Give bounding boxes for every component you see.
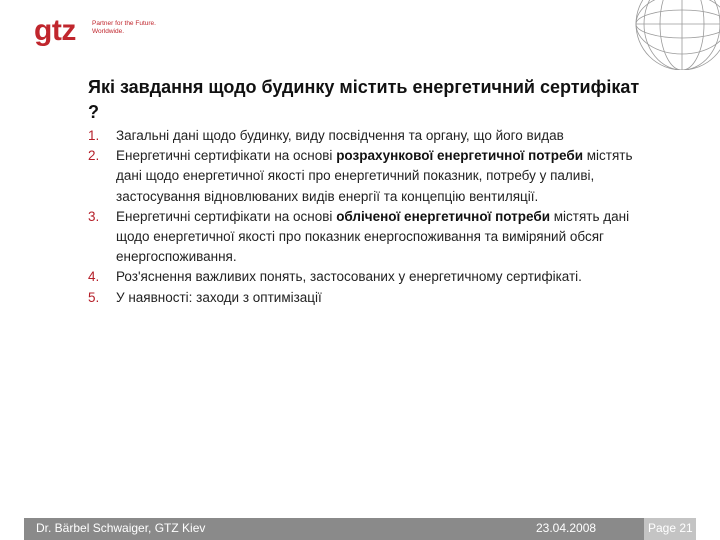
item-text: У наявності: заходи з оптимізації	[116, 289, 322, 305]
item-bold-text: розрахункової енергетичної потреби	[336, 148, 583, 164]
item-text: Загальні дані щодо будинку, виду посвідчення та органу, що його видав	[116, 128, 564, 143]
logo-tagline	[92, 20, 156, 36]
item-text-continued: містять дані щодо енергетичної якості про енергетичний показник, потребу у паливі, застосування відновлюваних видів енергії та концепцію вентиляції.	[116, 148, 633, 204]
item-text: Енергетичні сертифікати на основі	[116, 208, 337, 224]
slide-header	[0, 0, 720, 70]
item-text: Енергетичні сертифікати на основі	[116, 148, 337, 164]
item-number: 1.	[88, 128, 100, 143]
slide-footer	[24, 518, 696, 540]
list-item	[88, 146, 648, 207]
footer-date: 23.04.2008	[536, 521, 597, 535]
list-item	[88, 126, 648, 146]
globe-icon	[624, 0, 720, 70]
item-number: 4.	[88, 269, 100, 285]
list-item	[88, 288, 648, 308]
list-item	[88, 267, 648, 287]
item-text: Роз'яснення важливих понять, застосованих у енергетичному сертифікаті.	[116, 269, 582, 285]
slide-title: Які завдання щодо будинку містить енергетичний сертифікат ?	[88, 77, 640, 122]
page-number: Page 21	[648, 521, 693, 535]
list-item	[88, 207, 648, 268]
footer-author: Dr. Bärbel Schwaiger, GTZ Kiev	[36, 521, 206, 535]
item-number: 5.	[88, 289, 100, 305]
item-number: 3.	[88, 208, 100, 224]
item-bold-text: обліченої енергетичної потреби	[336, 208, 551, 224]
tagline-line-1: Partner for the Future.	[92, 20, 156, 27]
tagline-line-2: Worldwide.	[92, 28, 125, 35]
task-list	[88, 126, 648, 308]
item-text-continued: містять дані щодо енергетичної якості про показник енергоспоживання та виміряний обсяг енергоспоживання.	[116, 208, 630, 265]
gtz-logo: gtz	[34, 14, 76, 47]
item-number: 2.	[88, 148, 100, 164]
